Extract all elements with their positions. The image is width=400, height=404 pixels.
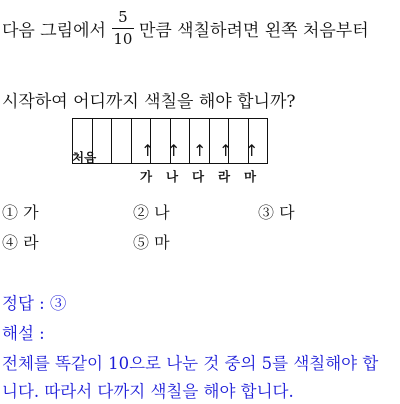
question-text-before: 다음 그림에서 xyxy=(2,21,106,41)
marker-da: 다 xyxy=(192,169,205,184)
up-arrow-icon: ↑ xyxy=(219,141,233,160)
up-arrow-icon: ↑ xyxy=(167,141,181,160)
choice-5[interactable]: ⑤ 마 xyxy=(133,233,170,252)
up-arrow-icon: ↑ xyxy=(245,141,259,160)
choice-1[interactable]: ① 가 xyxy=(2,203,39,222)
up-arrow-icon: ↑ xyxy=(193,141,207,160)
explanation-line-2: 니다. 따라서 다까지 색칠을 해야 합니다. xyxy=(2,382,294,401)
marker-na: 나 xyxy=(166,169,179,184)
marker-ma: 마 xyxy=(244,169,257,184)
choice-4[interactable]: ④ 라 xyxy=(2,233,39,252)
marker-ga: 가 xyxy=(140,169,153,184)
question-line-2: 시작하여 어디까지 색칠을 해야 합니까? xyxy=(2,92,296,112)
fraction-numerator: 5 xyxy=(118,8,128,26)
answer-line: 정답 : ③ xyxy=(2,294,67,313)
start-label: 처음 xyxy=(72,150,97,165)
marker-ra: 라 xyxy=(218,169,231,184)
fraction-denominator: 10 xyxy=(113,30,133,48)
choice-2[interactable]: ② 나 xyxy=(133,203,170,222)
explanation-heading: 해설 : xyxy=(2,324,45,343)
question-line-1 xyxy=(2,10,369,47)
question-text-after: 만큼 색칠하려면 왼쪽 처음부터 xyxy=(138,21,369,41)
choice-3[interactable]: ③ 다 xyxy=(258,203,295,222)
explanation-line-1: 전체를 똑같이 10으로 나눈 것 중의 5를 색칠해야 합 xyxy=(2,354,379,373)
strip-cell xyxy=(112,119,132,163)
fraction xyxy=(112,10,134,47)
up-arrow-icon: ↑ xyxy=(141,141,155,160)
